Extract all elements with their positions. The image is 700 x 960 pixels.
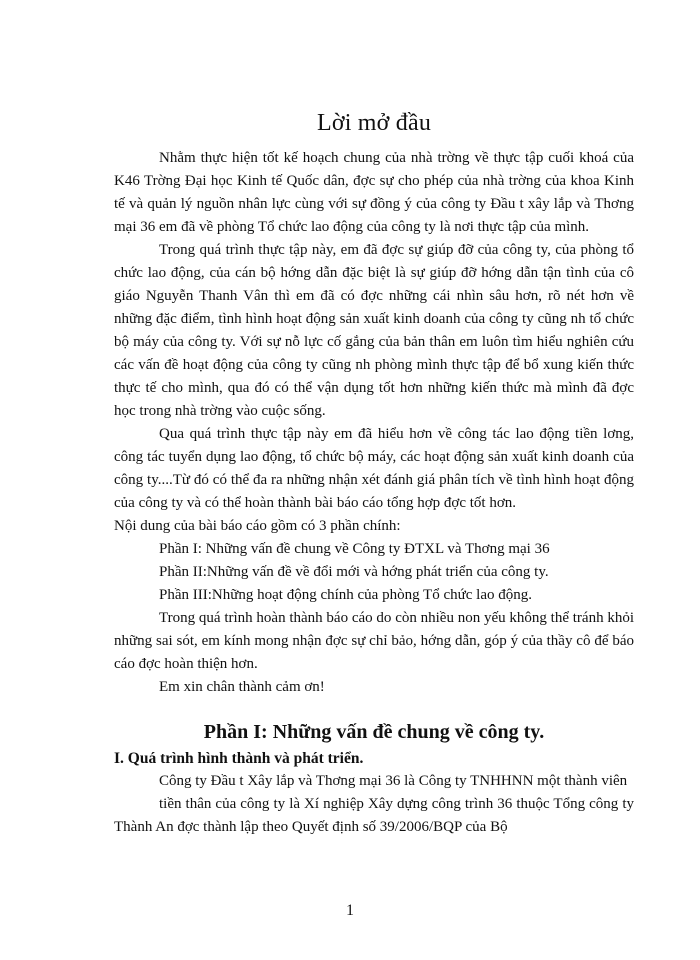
page-number: 1 <box>346 902 354 919</box>
contents-label: Nội dung của bài báo cáo gồm có 3 phần chính: <box>114 518 401 534</box>
contents-item-3: Phần III:Những hoạt động chính của phòng Tổ chức lao động. <box>159 587 532 603</box>
intro-paragraph-3: Qua quá trình thực tập này em đã hiểu hơn về công tác lao động tiền lơng, công tác tuyển dụng lao động, tổ chức bộ máy, các hoạt động sản xuất kinh doanh của công ty....Từ đó có thể đa ra những nhận xét đánh giá phân tích về tình hình hoạt động của công ty và có thể hoàn thành bài báo cáo tổng hợp đợc tốt hơn. <box>114 426 634 511</box>
intro-paragraph-2: Trong quá trình thực tập này, em đã đợc sự giúp đỡ của công ty, của phòng tổ chức lao động, của cán bộ hớng dẫn đặc biệt là sự giúp đỡ hớng dẫn tận tình của cô giáo Nguyễn Thanh Vân thì em đã có đợc những cái nhìn sâu hơn, rõ nét hơn về những đặc điểm, tình hình hoạt động sản xuất kinh doanh của công ty cũng nh tổ chức bộ máy của công ty. Với sự nỗ lực cố gắng của bản thân em luôn tìm hiểu nghiên cứu các vấn đề hoạt động của công ty cũng nh phòng mình thực tập để bổ xung kiến thức thực tế cho mình, qua đó có thể vận dụng tốt hơn những kiến thức mà mình đã đợc học trong nhà trờng vào cuộc sống. <box>114 242 634 419</box>
intro-paragraph-1: Nhằm thực hiện tốt kế hoạch chung của nhà trờng về thực tập cuối khoá của K46 Trờng Đại học Kinh tế Quốc dân, đợc sự cho phép của nhà trờng của khoa Kinh tế và quản lý nguồn nhân lực cùng với sự đồng ý của công ty Đầu t xây lắp và Thơng mại 36 em đã về phòng Tổ chức lao động của công ty là nơi thực tập của mình. <box>114 150 634 235</box>
section1-heading: I. Quá trình hình thành và phát triển. <box>114 750 364 767</box>
thanks-line: Em xin chân thành cảm ơn! <box>159 679 325 695</box>
section1-paragraph-1: Công ty Đầu t Xây lắp và Thơng mại 36 là Công ty TNHHNN một thành viên <box>159 773 628 789</box>
contents-item-2: Phần II:Những vấn đề về đổi mới và hớng phát triển của công ty. <box>159 564 549 580</box>
part1-heading: Phần I: Những vấn đề chung về công ty. <box>203 721 545 743</box>
contents-item-1: Phần I: Những vấn đề chung về Công ty ĐTXL và Thơng mại 36 <box>159 541 550 557</box>
closing-paragraph: Trong quá trình hoàn thành báo cáo do còn nhiều non yếu không thể tránh khỏi những sai sót, em kính mong nhận đợc sự chỉ bảo, hớng dẫn, góp ý của thầy cô để báo cáo đợc hoàn thiện hơn. <box>114 610 634 672</box>
section1-paragraph-2: tiền thân của công ty là Xí nghiệp Xây dựng công trình 36 thuộc Tổng công ty Thành An đợc thành lập theo Quyết định số 39/2006/BQP của Bộ <box>114 796 634 835</box>
page-content <box>114 110 634 839</box>
page-title: Lời mở đầu <box>316 110 432 136</box>
